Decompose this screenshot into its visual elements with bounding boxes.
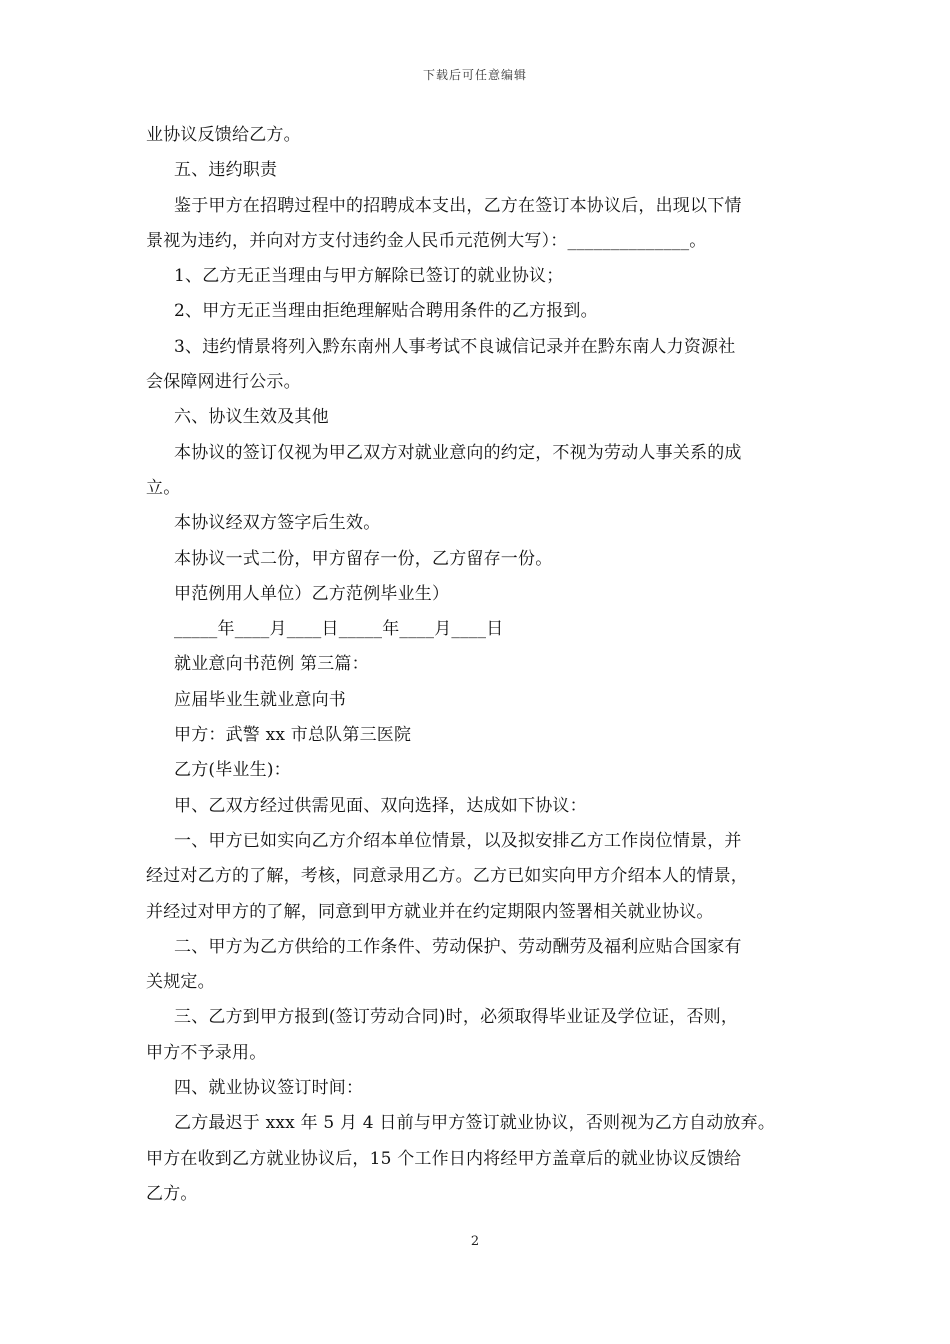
paragraph-line: 甲方不予录用。 [146, 1042, 267, 1063]
paragraph-line: 三、乙方到甲方报到(签订劳动合同)时，必须取得毕业证及学位证，否则， [174, 1007, 739, 1028]
paragraph-line: 会保障网进行公示。 [146, 372, 301, 393]
paragraph-line: 立。 [146, 477, 181, 498]
paragraph-line: 鉴于甲方在招聘过程中的招聘成本支出，乙方在签订本协议后，出现以下情 [174, 195, 742, 216]
paragraph-line: 本协议一式二份，甲方留存一份，乙方留存一份。 [174, 548, 553, 569]
paragraph-line: 甲方：武警 xx 市总队第三医院 [174, 725, 412, 746]
paragraph-line: 3、违约情景将列入黔东南州人事考试不良诚信记录并在黔东南人力资源社 [174, 336, 736, 357]
paragraph-line: 应届毕业生就业意向书 [174, 689, 346, 710]
paragraph-line: 2、甲方无正当理由拒绝理解贴合聘用条件的乙方报到。 [174, 301, 598, 322]
paragraph-line: 甲范例用人单位）乙方范例毕业生） [174, 583, 450, 604]
paragraph-line: 本协议经双方签字后生效。 [174, 513, 381, 534]
paragraph-line: 并经过对甲方的了解，同意到甲方就业并在约定期限内签署相关就业协议。 [146, 901, 714, 922]
page-header: 下载后可任意编辑 [422, 68, 527, 82]
paragraph-line: 乙方(毕业生)： [174, 760, 291, 781]
paragraph-line: _____年____月____日_____年____月____日 [174, 619, 504, 640]
page-number: 2 [470, 1234, 480, 1249]
paragraph-line: 二、甲方为乙方供给的工作条件、劳动保护、劳动酬劳及福利应贴合国家有 [174, 936, 742, 957]
document-body [146, 118, 818, 1212]
paragraph-line: 业协议反馈给乙方。 [146, 125, 301, 145]
paragraph-line: 六、协议生效及其他 [174, 407, 329, 428]
paragraph-line: 甲、乙双方经过供需见面、双向选择，达成如下协议： [174, 795, 587, 816]
paragraph-line: 1、乙方无正当理由与甲方解除已签订的就业协议； [174, 266, 564, 287]
paragraph-line: 乙方。 [146, 1183, 198, 1204]
paragraph-line: 五、违约职责 [174, 160, 278, 181]
paragraph-line: 一、甲方已如实向乙方介绍本单位情景，以及拟安排乙方工作岗位情景，并 [174, 830, 742, 851]
paragraph-line: 四、就业协议签订时间： [174, 1078, 364, 1099]
paragraph-line: 甲方在收到乙方就业协议后，15 个工作日内将经甲方盖章后的就业协议反馈给 [146, 1148, 742, 1169]
paragraph-line: 经过对乙方的了解，考核，同意录用乙方。乙方已如实向甲方介绍本人的情景， [146, 866, 748, 887]
paragraph-line: 景视为违约，并向对方支付违约金人民币元范例大写）：______________。 [146, 230, 707, 251]
paragraph-line: 本协议的签订仅视为甲乙双方对就业意向的约定，不视为劳动人事关系的成 [174, 442, 742, 463]
paragraph-line: 就业意向书范例 第三篇： [174, 654, 369, 675]
paragraph-line: 关规定。 [146, 972, 215, 993]
paragraph-line: 乙方最迟于 xxx 年 5 月 4 日前与甲方签订就业协议，否则视为乙方自动放弃。 [174, 1113, 776, 1134]
